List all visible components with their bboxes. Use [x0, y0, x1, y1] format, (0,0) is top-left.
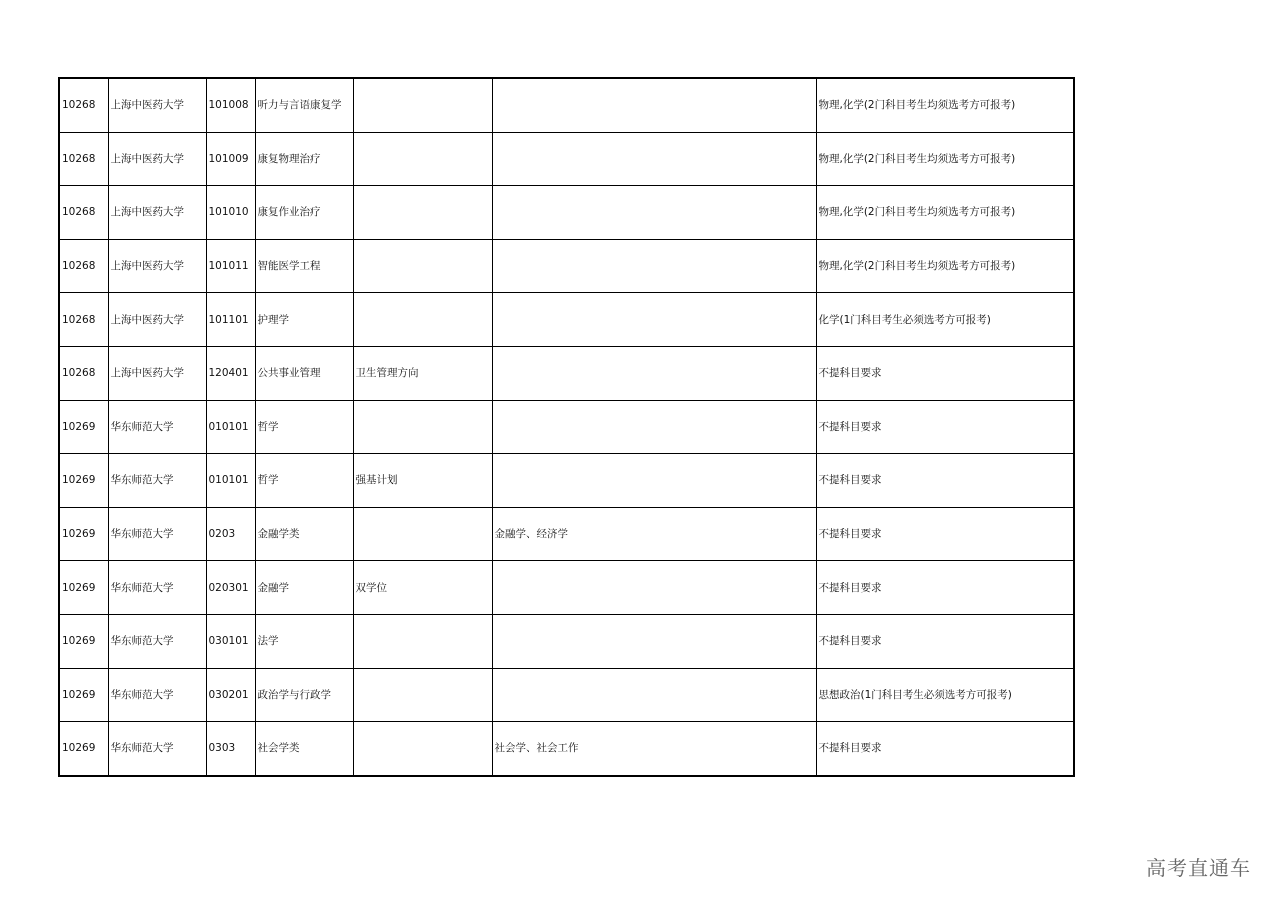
cell-school-name: 上海中医药大学 [108, 293, 206, 347]
table-row [59, 668, 1074, 722]
cell-subject-requirement: 化学(1门科目考生必须选考方可报考) [816, 293, 1074, 347]
cell-major-note: 双学位 [353, 561, 492, 615]
cell-major-name: 金融学 [255, 561, 353, 615]
cell-major-includes [492, 668, 816, 722]
admission-requirements-table [58, 77, 1075, 777]
cell-school-code: 10268 [59, 78, 108, 132]
cell-school-code: 10269 [59, 722, 108, 776]
cell-major-note [353, 186, 492, 240]
cell-major-name: 社会学类 [255, 722, 353, 776]
cell-major-code: 030201 [206, 668, 255, 722]
cell-major-code: 010101 [206, 454, 255, 508]
cell-school-code: 10268 [59, 132, 108, 186]
cell-subject-requirement: 不提科目要求 [816, 722, 1074, 776]
cell-school-code: 10268 [59, 239, 108, 293]
cell-subject-requirement: 不提科目要求 [816, 454, 1074, 508]
cell-school-name: 上海中医药大学 [108, 186, 206, 240]
cell-major-note [353, 132, 492, 186]
cell-major-code: 030101 [206, 614, 255, 668]
cell-subject-requirement: 不提科目要求 [816, 400, 1074, 454]
cell-major-includes [492, 186, 816, 240]
cell-major-note [353, 507, 492, 561]
table-row [59, 239, 1074, 293]
cell-major-code: 120401 [206, 346, 255, 400]
cell-school-code: 10269 [59, 507, 108, 561]
table-row [59, 507, 1074, 561]
cell-school-code: 10269 [59, 454, 108, 508]
table-row [59, 132, 1074, 186]
admission-requirements-table-container [58, 77, 1075, 777]
cell-major-includes: 金融学、经济学 [492, 507, 816, 561]
cell-school-name: 华东师范大学 [108, 722, 206, 776]
cell-subject-requirement: 不提科目要求 [816, 614, 1074, 668]
cell-major-includes [492, 454, 816, 508]
cell-major-note [353, 668, 492, 722]
cell-subject-requirement: 物理,化学(2门科目考生均须选考方可报考) [816, 239, 1074, 293]
cell-school-name: 华东师范大学 [108, 668, 206, 722]
cell-major-includes [492, 346, 816, 400]
cell-major-name: 护理学 [255, 293, 353, 347]
cell-major-note: 卫生管理方向 [353, 346, 492, 400]
cell-school-name: 华东师范大学 [108, 507, 206, 561]
table-row [59, 78, 1074, 132]
cell-school-name: 华东师范大学 [108, 561, 206, 615]
cell-major-includes [492, 78, 816, 132]
cell-subject-requirement: 不提科目要求 [816, 507, 1074, 561]
cell-school-name: 华东师范大学 [108, 614, 206, 668]
table-row [59, 614, 1074, 668]
cell-subject-requirement: 物理,化学(2门科目考生均须选考方可报考) [816, 132, 1074, 186]
cell-major-includes [492, 400, 816, 454]
cell-major-code: 020301 [206, 561, 255, 615]
cell-major-name: 政治学与行政学 [255, 668, 353, 722]
cell-major-name: 公共事业管理 [255, 346, 353, 400]
cell-major-includes: 社会学、社会工作 [492, 722, 816, 776]
cell-school-code: 10268 [59, 293, 108, 347]
cell-major-code: 010101 [206, 400, 255, 454]
cell-major-note [353, 293, 492, 347]
cell-school-code: 10268 [59, 346, 108, 400]
cell-subject-requirement: 思想政治(1门科目考生必须选考方可报考) [816, 668, 1074, 722]
cell-school-code: 10268 [59, 186, 108, 240]
cell-major-note [353, 400, 492, 454]
table-row [59, 454, 1074, 508]
cell-school-name: 上海中医药大学 [108, 346, 206, 400]
table-row [59, 293, 1074, 347]
cell-major-name: 哲学 [255, 400, 353, 454]
cell-subject-requirement: 不提科目要求 [816, 346, 1074, 400]
cell-major-note: 强基计划 [353, 454, 492, 508]
cell-major-note [353, 614, 492, 668]
table-row [59, 400, 1074, 454]
cell-major-name: 哲学 [255, 454, 353, 508]
cell-subject-requirement: 不提科目要求 [816, 561, 1074, 615]
table-row [59, 186, 1074, 240]
cell-major-note [353, 239, 492, 293]
cell-school-code: 10269 [59, 668, 108, 722]
cell-major-name: 法学 [255, 614, 353, 668]
cell-subject-requirement: 物理,化学(2门科目考生均须选考方可报考) [816, 186, 1074, 240]
cell-major-name: 康复作业治疗 [255, 186, 353, 240]
cell-major-name: 听力与言语康复学 [255, 78, 353, 132]
cell-school-name: 华东师范大学 [108, 454, 206, 508]
cell-major-code: 101008 [206, 78, 255, 132]
table-row [59, 722, 1074, 776]
cell-school-code: 10269 [59, 561, 108, 615]
cell-school-name: 上海中医药大学 [108, 132, 206, 186]
cell-major-name: 康复物理治疗 [255, 132, 353, 186]
cell-major-code: 101101 [206, 293, 255, 347]
cell-subject-requirement: 物理,化学(2门科目考生均须选考方可报考) [816, 78, 1074, 132]
cell-major-note [353, 722, 492, 776]
cell-major-includes [492, 239, 816, 293]
cell-major-code: 0303 [206, 722, 255, 776]
cell-major-note [353, 78, 492, 132]
cell-school-name: 上海中医药大学 [108, 78, 206, 132]
watermark-text: 高考直通车 [1146, 856, 1251, 880]
table-body [59, 78, 1074, 776]
cell-major-code: 0203 [206, 507, 255, 561]
cell-major-code: 101011 [206, 239, 255, 293]
cell-major-name: 智能医学工程 [255, 239, 353, 293]
cell-major-name: 金融学类 [255, 507, 353, 561]
cell-school-code: 10269 [59, 400, 108, 454]
table-row [59, 346, 1074, 400]
cell-major-includes [492, 614, 816, 668]
cell-school-name: 上海中医药大学 [108, 239, 206, 293]
cell-major-includes [492, 132, 816, 186]
cell-school-code: 10269 [59, 614, 108, 668]
cell-major-code: 101010 [206, 186, 255, 240]
cell-major-includes [492, 561, 816, 615]
cell-major-includes [492, 293, 816, 347]
cell-school-name: 华东师范大学 [108, 400, 206, 454]
table-row [59, 561, 1074, 615]
cell-major-code: 101009 [206, 132, 255, 186]
